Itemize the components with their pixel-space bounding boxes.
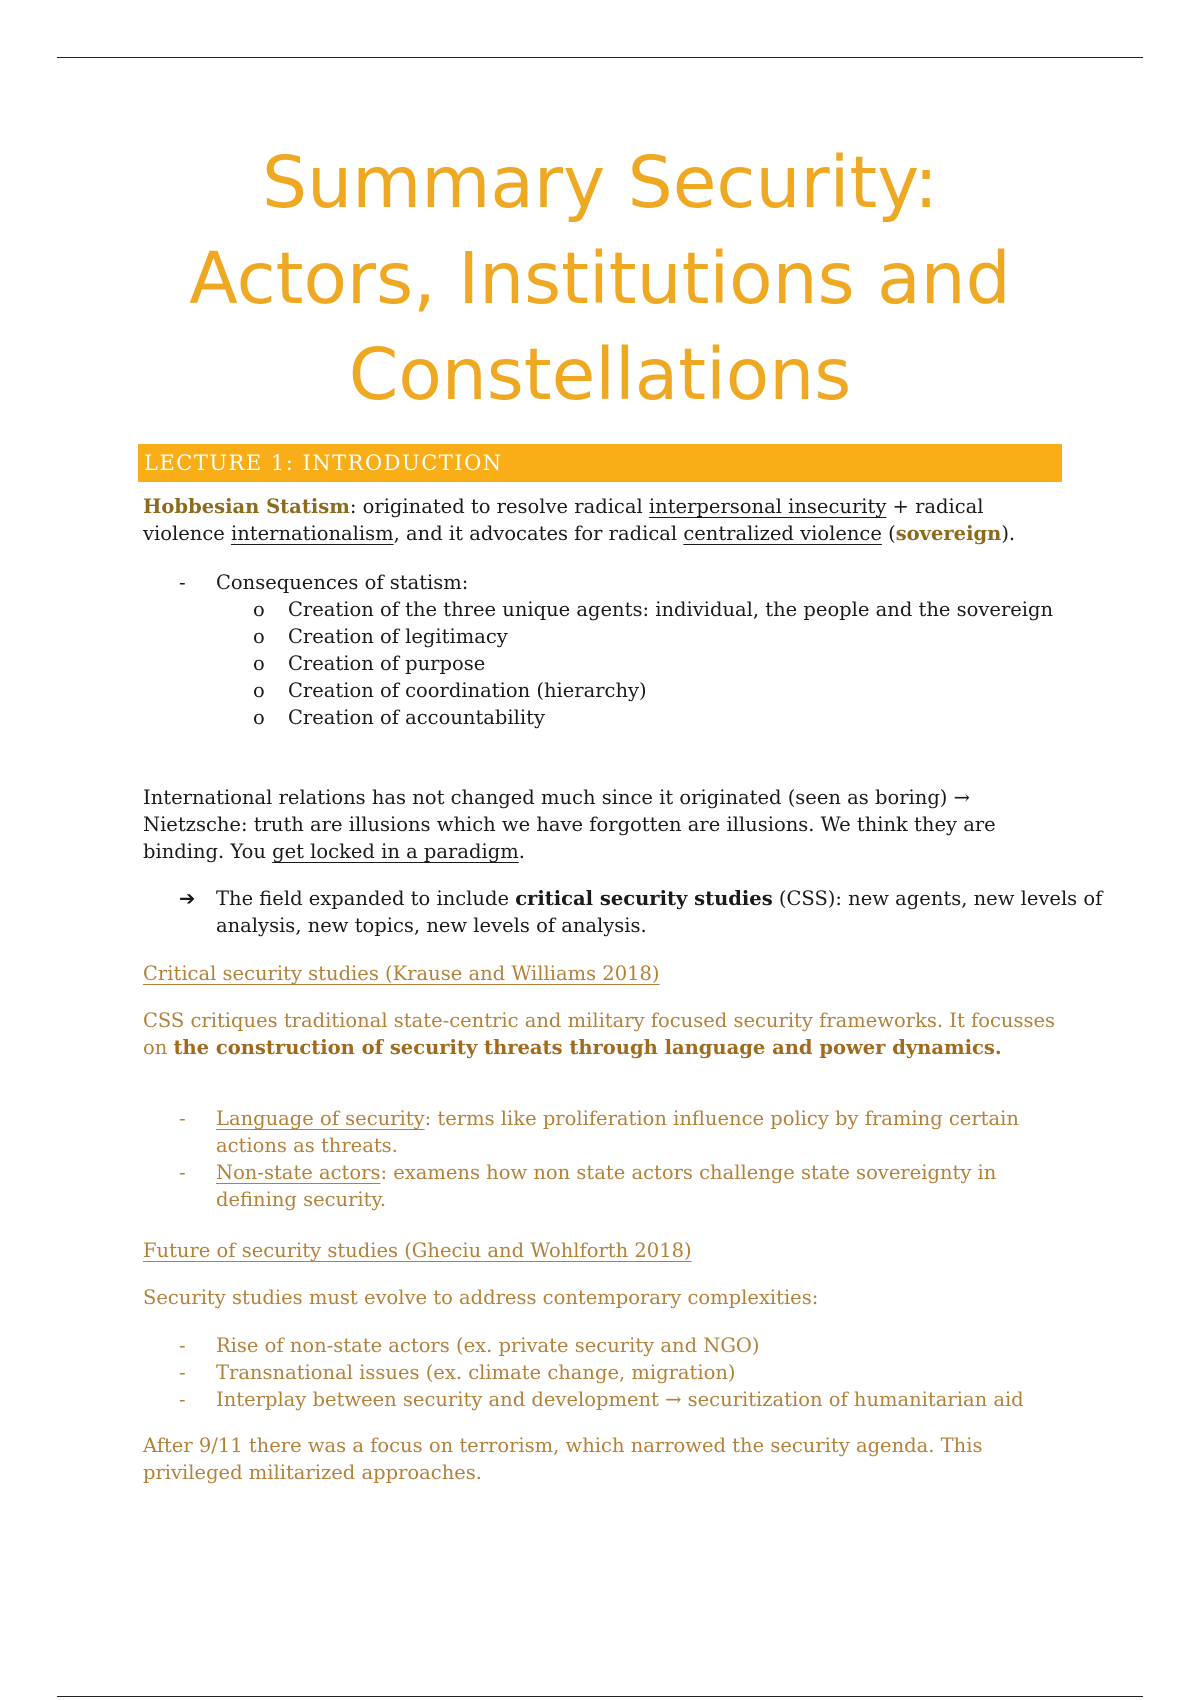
final-paragraph: After 9/11 there was a focus on terrorism, which narrowed the security agenda. This privileged militarized approaches. — [143, 1434, 983, 1484]
dash-bullet: - — [179, 1107, 186, 1130]
document-title — [140, 135, 1060, 423]
text: , and it advocates for radical — [393, 522, 684, 545]
underlined-term: internationalism — [231, 522, 394, 545]
consequences-list — [143, 569, 1063, 731]
item-text: Creation of accountability — [288, 706, 545, 729]
text: (CSS): new agents, new levels of analysis, new topics, new levels of analysis. — [216, 887, 1103, 937]
document-body — [143, 493, 1103, 1484]
text: Interplay between security and development → securitization of humanitarian aid — [216, 1388, 1024, 1411]
item-text: Creation of the three unique agents: individual, the people and the sovereign — [288, 598, 1054, 621]
bold-phrase: the construction of security threats through language and power dynamics. — [173, 1036, 1002, 1059]
list-item — [143, 1105, 1063, 1159]
ir-paragraph — [143, 784, 1063, 865]
circle-bullet: o — [253, 625, 265, 648]
list-item — [143, 1359, 1063, 1386]
title-line: Summary Security: — [262, 141, 938, 224]
dash-bullet: - — [179, 1334, 186, 1357]
underlined-term: Language of security — [216, 1107, 425, 1130]
circle-bullet: o — [253, 652, 265, 675]
text: Transnational issues (ex. climate change, migration) — [216, 1361, 736, 1384]
term-sovereign: sovereign — [895, 522, 1002, 545]
text: The field expanded to include — [216, 887, 516, 910]
list-item — [143, 1386, 1063, 1413]
item-text: Creation of purpose — [288, 652, 486, 675]
future-paragraph: Security studies must evolve to address contemporary complexities: — [143, 1286, 819, 1309]
dash-bullet: - — [179, 1388, 186, 1411]
text: International relations has not changed much since it originated (seen as boring) → Nietzsche: truth are illusions which we have forgotten are illusions. We think they are binding. You — [143, 786, 996, 863]
item-text: Creation of coordination (hierarchy) — [288, 679, 647, 702]
dash-bullet: - — [179, 1161, 186, 1184]
underlined-term: centralized violence — [683, 522, 882, 545]
sub-list-item — [143, 704, 1063, 731]
sub-list-item — [143, 650, 1063, 677]
text: + radical violence — [143, 495, 984, 545]
arrow-bullet-icon: ➔ — [179, 887, 196, 910]
lecture-heading: LECTURE 1: INTRODUCTION — [138, 444, 1062, 482]
title-line: Constellations — [348, 333, 852, 416]
list-heading: Consequences of statism: — [216, 571, 469, 594]
list-item — [143, 569, 1063, 596]
sub-list-item — [143, 623, 1063, 650]
header-rule — [57, 57, 1143, 58]
circle-bullet: o — [253, 679, 265, 702]
list-item — [143, 1159, 1063, 1213]
text: : examens how non state actors challenge state sovereignty in defining security. — [216, 1161, 997, 1211]
term-hobbesian-statism: Hobbesian Statism — [143, 495, 350, 518]
future-list — [143, 1332, 1063, 1413]
footer-rule — [57, 1696, 1143, 1697]
title-line: Actors, Institutions and — [189, 237, 1011, 320]
underlined-term: interpersonal insecurity — [648, 495, 887, 518]
circle-bullet: o — [253, 598, 265, 621]
text: ). — [1001, 522, 1016, 545]
sub-list-item — [143, 677, 1063, 704]
dash-bullet: - — [179, 571, 186, 594]
underlined-term: get locked in a paradigm — [272, 840, 519, 863]
text: : originated to resolve radical — [349, 495, 649, 518]
bold-term: critical security studies — [515, 887, 773, 910]
list-item — [143, 1332, 1063, 1359]
arrow-list-item — [143, 885, 1136, 939]
text: ( — [881, 522, 896, 545]
dash-bullet: - — [179, 1361, 186, 1384]
text: . — [518, 840, 525, 863]
circle-bullet: o — [253, 706, 265, 729]
text: Rise of non-state actors (ex. private security and NGO) — [216, 1334, 760, 1357]
text: CSS critiques traditional state-centric and military focused security frameworks. It focusses on — [143, 1009, 1056, 1059]
item-text: Creation of legitimacy — [288, 625, 508, 648]
css-section-heading: Critical security studies (Krause and Williams 2018) — [143, 962, 660, 985]
text: : terms like proliferation influence policy by framing certain actions as threats. — [216, 1107, 1019, 1157]
underlined-term: Non-state actors — [216, 1161, 381, 1184]
css-paragraph — [143, 1007, 1063, 1061]
future-section-heading: Future of security studies (Gheciu and Wohlforth 2018) — [143, 1239, 692, 1262]
css-list — [143, 1105, 1063, 1213]
hobbesian-paragraph — [143, 493, 1063, 547]
sub-list-item — [143, 596, 1063, 623]
